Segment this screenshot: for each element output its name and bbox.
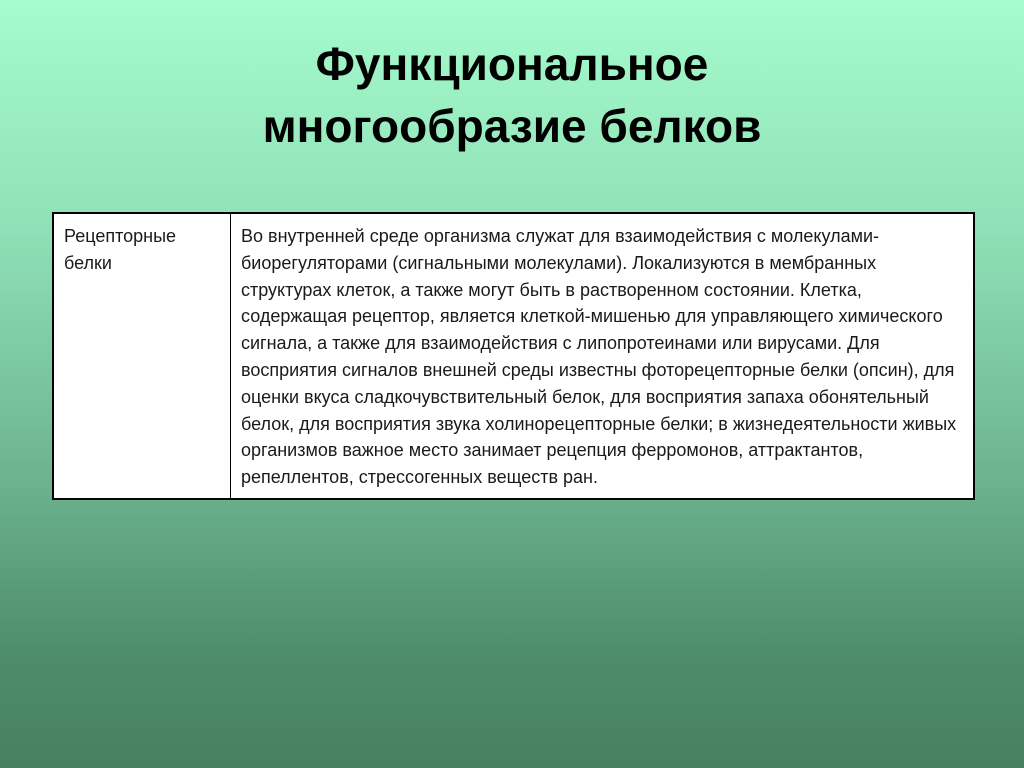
slide-title-line-1: Функциональное	[315, 38, 709, 90]
description-cell: Во внутренней среде организма служат для взаимодействия с молекулами-биорегуляторами (сигнальными молекулами). Локализуются в мембранных структурах клеток, а также могут быть в растворенном состоянии. Клетка, содержащая рецептор, является клеткой-мишенью для управляющего химического сигнала, а также для взаимодействия с липопротеинами или вирусами. Для восприятия сигналов внешней среды известны фоторецепторные белки (опсин), для оценки вкуса сладкочувствительный белок, для восприятия запаха обонятельный белок, для восприятия звука холинорецепторные белки; в жизнедеятельности живых организмов важное место занимает рецепция ферромонов, аттрактантов, репеллентов, стрессогенных веществ ран.	[231, 213, 975, 499]
slide-title	[0, 33, 1024, 157]
protein-function-table	[52, 212, 975, 500]
slide-title-line-2: многообразие белков	[262, 100, 762, 152]
term-cell: Рецепторные белки	[53, 213, 231, 499]
table-row	[53, 213, 974, 499]
